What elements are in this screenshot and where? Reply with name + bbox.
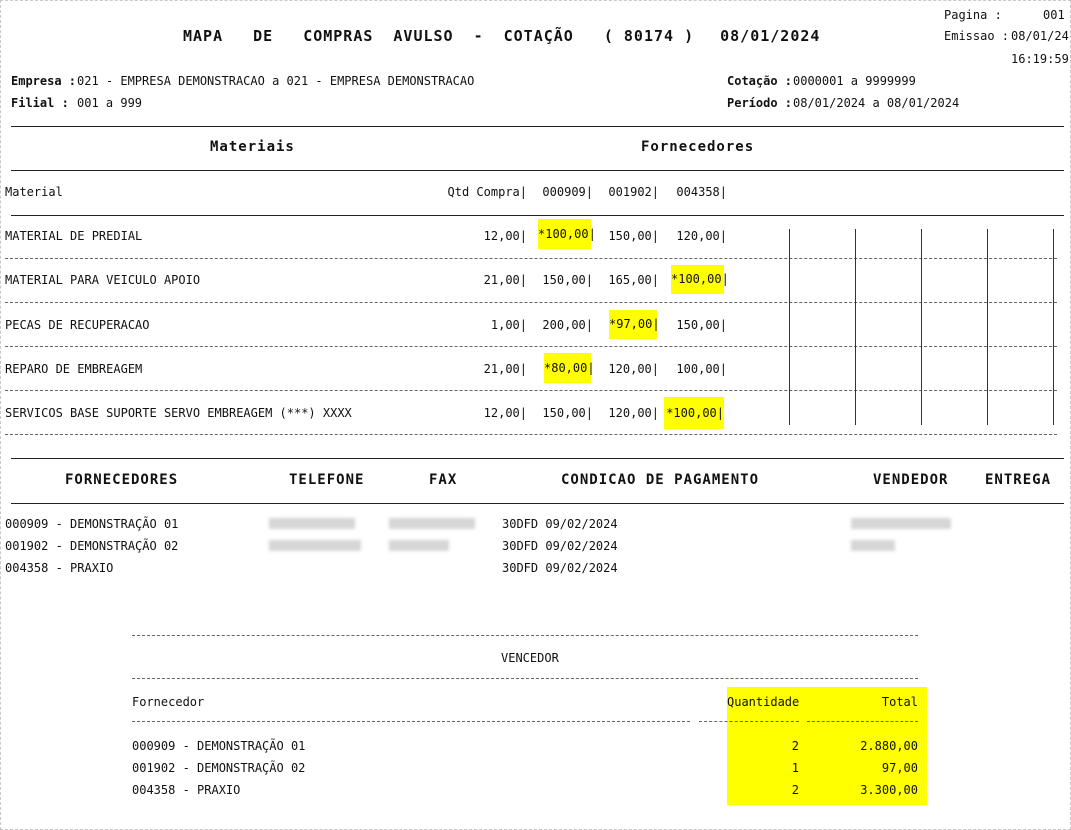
periodo-label: Período :	[727, 96, 793, 110]
emission-time: 16:19:59	[1011, 52, 1069, 66]
empty-column-divider	[855, 229, 856, 425]
material-name: MATERIAL PARA VEICULO APOIO	[5, 273, 201, 287]
redacted-phone	[269, 518, 355, 529]
divider	[11, 458, 1064, 459]
material-qtd: 1,00|	[490, 318, 527, 332]
row-separator	[5, 346, 1057, 347]
winner-supplier: 004358 - PRAXIO	[132, 783, 241, 797]
winner-supplier: 001902 - DEMONSTRAÇÃO 02	[132, 761, 306, 775]
redacted-vendor	[851, 540, 895, 551]
winner-quantity: 2	[791, 739, 799, 753]
winner-total: 3.300,00	[860, 783, 918, 797]
price-cell: 165,00|	[608, 273, 659, 287]
material-name: PECAS DE RECUPERACAO	[5, 318, 150, 332]
periodo-value: 08/01/2024 a 08/01/2024	[793, 96, 960, 110]
row-separator	[5, 434, 1057, 435]
title-word: ( 80174 )	[603, 27, 695, 45]
winner-total: 97,00	[881, 761, 918, 775]
col-qtd-header: Qtd Compra|	[447, 185, 527, 199]
title-word: AVULSO	[393, 27, 454, 45]
material-qtd: 12,00|	[483, 229, 527, 243]
empresa-label: Empresa :	[11, 74, 77, 88]
cotacao-label: Cotação :	[727, 74, 793, 88]
price-cell-best: *97,00|	[609, 310, 657, 339]
winner-quantity: 2	[791, 783, 799, 797]
material-name: SERVICOS BASE SUPORTE SERVO EMBREAGEM (***) XXXX	[5, 406, 352, 420]
divider	[11, 170, 1064, 171]
material-qtd: 21,00|	[483, 362, 527, 376]
filial-value: 001 a 999	[77, 96, 143, 110]
price-cell: 150,00|	[608, 229, 659, 243]
price-cell-best: *100,00|	[671, 265, 724, 294]
title-word: COMPRAS	[303, 27, 374, 45]
title-word: 08/01/2024	[720, 27, 821, 45]
emission-value: 08/01/24	[1011, 29, 1069, 43]
material-qtd: 12,00|	[483, 406, 527, 420]
section-fornecedores: Fornecedores	[641, 139, 755, 155]
title-word: DE	[253, 27, 274, 45]
supplier-payment: 30DFD 09/02/2024	[502, 517, 618, 531]
fax-header: FAX	[429, 472, 458, 488]
redacted-phone	[269, 540, 361, 551]
condicao-header: CONDICAO DE PAGAMENTO	[561, 472, 760, 488]
row-separator	[5, 390, 1057, 391]
supplier-name: 004358 - PRAXIO	[5, 561, 114, 575]
emission-label: Emissao :	[944, 29, 1010, 43]
entrega-header: ENTREGA	[985, 472, 1052, 488]
empresa-value: 021 - EMPRESA DEMONSTRACAO a 021 - EMPRESA DEMONSTRACAO	[77, 74, 475, 88]
title-word: MAPA	[183, 27, 224, 45]
row-separator	[5, 258, 1057, 259]
divider	[11, 215, 1064, 216]
winner-col-total: Total	[881, 695, 918, 709]
winner-quantity: 1	[791, 761, 799, 775]
col-supplier-header: 001902|	[608, 185, 659, 199]
winner-supplier: 000909 - DEMONSTRAÇÃO 01	[132, 739, 306, 753]
price-cell: 120,00|	[608, 362, 659, 376]
supplier-payment: 30DFD 09/02/2024	[502, 561, 618, 575]
material-name: MATERIAL DE PREDIAL	[5, 229, 143, 243]
filial-label: Filial :	[11, 96, 69, 110]
section-materiais: Materiais	[210, 139, 295, 155]
price-cell-best: *100,00|	[664, 397, 724, 429]
empty-column-divider	[1053, 229, 1054, 425]
empty-column-divider	[789, 229, 790, 425]
col-material-header: Material	[5, 185, 63, 199]
cotacao-value: 0000001 a 9999999	[793, 74, 916, 88]
winner-separator	[699, 721, 799, 722]
winner-separator	[132, 635, 918, 636]
col-supplier-header: 000909|	[542, 185, 593, 199]
redacted-vendor	[851, 518, 951, 529]
redacted-fax	[389, 540, 449, 551]
vendedor-header: VENDEDOR	[873, 472, 949, 488]
price-cell: 150,00|	[542, 273, 593, 287]
winner-separator	[807, 721, 918, 722]
page-label: Pagina :	[944, 8, 1002, 22]
divider	[11, 503, 1064, 504]
material-qtd: 21,00|	[483, 273, 527, 287]
price-cell: 100,00|	[676, 362, 727, 376]
redacted-fax	[389, 518, 475, 529]
winner-separator	[132, 721, 690, 722]
winner-total: 2.880,00	[860, 739, 918, 753]
price-cell: 150,00|	[676, 318, 727, 332]
title-word: -	[473, 27, 484, 45]
suppliers-header: FORNECEDORES	[65, 472, 179, 488]
divider	[11, 126, 1064, 127]
material-name: REPARO DE EMBREAGEM	[5, 362, 143, 376]
empty-column-divider	[987, 229, 988, 425]
price-cell: 120,00|	[676, 229, 727, 243]
price-cell: 150,00|	[542, 406, 593, 420]
row-separator	[5, 302, 1057, 303]
price-cell: 120,00|	[608, 406, 659, 420]
col-supplier-header: 004358|	[676, 185, 727, 199]
report-title	[183, 27, 820, 45]
price-cell-best: *80,00|	[544, 353, 591, 383]
winner-col-quantidade: Quantidade	[727, 695, 800, 709]
winner-title: VENCEDOR	[501, 651, 559, 665]
supplier-name: 000909 - DEMONSTRAÇÃO 01	[5, 517, 179, 531]
supplier-name: 001902 - DEMONSTRAÇÃO 02	[5, 539, 179, 553]
telefone-header: TELEFONE	[289, 472, 365, 488]
winner-separator	[132, 678, 918, 679]
winner-col-fornecedor: Fornecedor	[132, 695, 205, 709]
price-cell-best: *100,00|	[538, 219, 591, 249]
title-word: COTAÇÃO	[503, 27, 574, 45]
supplier-payment: 30DFD 09/02/2024	[502, 539, 618, 553]
price-cell: 200,00|	[542, 318, 593, 332]
empty-column-divider	[921, 229, 922, 425]
page-value: 001	[1043, 8, 1065, 22]
